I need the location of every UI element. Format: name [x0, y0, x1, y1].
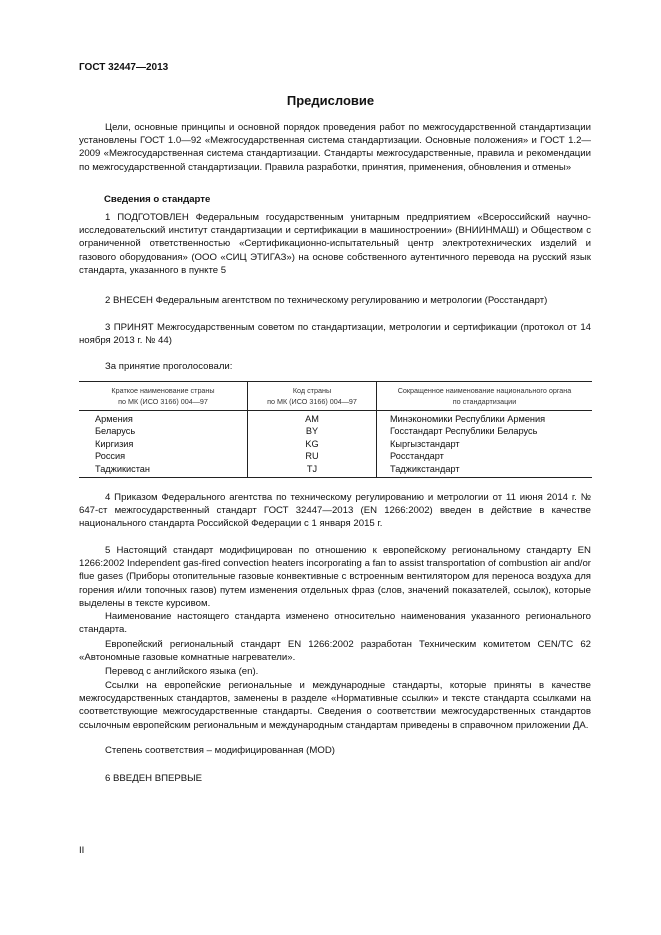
item-6-paragraph: 6 ВВЕДЕН ВПЕРВЫЕ — [105, 773, 203, 784]
country-cell: Армения — [95, 414, 133, 424]
body-cell: Росстандарт — [377, 450, 593, 462]
code-cell: KG — [248, 438, 377, 450]
country-cell: Беларусь — [95, 426, 136, 437]
item-5-references: Ссылки на европейские региональные и международные стандарты, которые приняты в качестве межгосударственных стандартов, заменены в разделе «Нормативные ссылки» и тексте стандарта ссылками на соответствующие межгосударственные стандарты. Сведения о соответствии межгосударственных стандартов ссылочным европейским региональным и международным стандартам приведены в справочном приложении ДА. — [79, 680, 591, 731]
table-row — [79, 463, 592, 478]
body-cell: Таджикстандарт — [377, 463, 593, 478]
item-5-name-change: Наименование настоящего стандарта изменено относительно наименования указанного регионального стандарта. — [79, 611, 591, 636]
table-header-body: Сокращенное наименование национального органа по стандартизации — [377, 382, 593, 411]
body-cell: Кыргызстандарт — [377, 438, 593, 450]
table-header-country: Краткое наименование страны по МК (ИСО 3166) 004—97 — [79, 382, 248, 411]
code-cell: RU — [248, 450, 377, 462]
body-cell: Минэкономики Республики Армения — [377, 411, 593, 426]
country-cell: Киргизия — [95, 438, 134, 449]
table-row — [79, 411, 592, 426]
item-5-conformity-degree: Степень соответствия – модифицированная (MOD) — [105, 745, 335, 756]
code-cell: TJ — [248, 463, 377, 478]
country-cell: Таджикистан — [79, 463, 248, 478]
intro-paragraph: Цели, основные принципы и основной порядок проведения работ по межгосударственной стандартизации установлены ГОСТ 1.0—92 «Межгосударственная система стандартизации. Основные положения» и ГОСТ 1.2—2009 «Межгосударственная система стандартизации. Стандарты межгосударственные, правила и рекомендации по межгосударственной стандартизации. Правила разработки, принятия, применения, обновления и отмены» — [79, 122, 591, 173]
section-subtitle: Сведения о стандарте — [104, 194, 211, 205]
vote-caption: За принятие проголосовали: — [105, 361, 233, 372]
voting-table — [79, 381, 592, 478]
item-3-paragraph: 3 ПРИНЯТ Межгосударственным советом по стандартизации, метрологии и сертификации (протокол от 14 ноября 2013 г. № 44) — [79, 322, 591, 347]
country-cell: Россия — [95, 451, 126, 462]
item-2-paragraph: 2 ВНЕСЕН Федеральным агентством по техническому регулированию и метрологии (Росстандарт) — [105, 295, 548, 306]
code-cell: AM — [248, 411, 377, 426]
item-5-european-standard: Европейский региональный стандарт EN 1266:2002 разработан Техническим комитетом CEN/TC 62 «Автономные газовые комнатные нагреватели». — [79, 639, 591, 664]
page-title: Предисловие — [286, 93, 375, 108]
table-row — [79, 438, 592, 450]
item-4-paragraph: 4 Приказом Федерального агентства по техническому регулированию и метрологии от 11 июня 2014 г. № 647-ст межгосударственный стандарт ГОСТ 32447—2013 (EN 1266:2002) введен в действие в качестве национального стандарта Российской Федерации с 1 января 2015 г. — [79, 492, 591, 530]
table-row — [79, 425, 592, 437]
document-header: ГОСТ 32447—2013 — [79, 62, 169, 73]
item-1-paragraph: 1 ПОДГОТОВЛЕН Федеральным государственным унитарным предприятием «Всероссийский научно-исследовательский институт стандартизации и сертификации в машиностроении» (ВНИИНМАШ) и Обществом с ограниченной ответственностью «Сертификационно-испытательный центр электротехнических изделий и газового оборудования» (ООО «СИЦ ЭТИГАЗ») на основе собственного аутентичного перевода на русский язык стандарта, указанного в пункте 5 — [79, 212, 591, 276]
item-5-paragraph: 5 Настоящий стандарт модифицирован по отношению к европейскому региональному стандарту EN 1266:2002 Independent gas-fired convection heaters incorporating a fan to assist transportation of combustion air and/or flue gases (Приборы отопительные газовые конвективные с встроенным вентилятором для переноса воздуха для горения и/или топочных газов) путем изменения отдельных фраз (слов, значений показателей, ссылок), которые выделены в тексте курсивом. — [79, 545, 591, 609]
code-cell: BY — [248, 425, 377, 437]
table-header-code: Код страны по МК (ИСО 3166) 004—97 — [248, 382, 377, 411]
page-number: II — [79, 845, 85, 856]
table-row — [79, 450, 592, 462]
table-header-row — [79, 382, 592, 411]
item-5-translation: Перевод с английского языка (en). — [105, 666, 259, 677]
body-cell: Госстандарт Республики Беларусь — [377, 425, 593, 437]
